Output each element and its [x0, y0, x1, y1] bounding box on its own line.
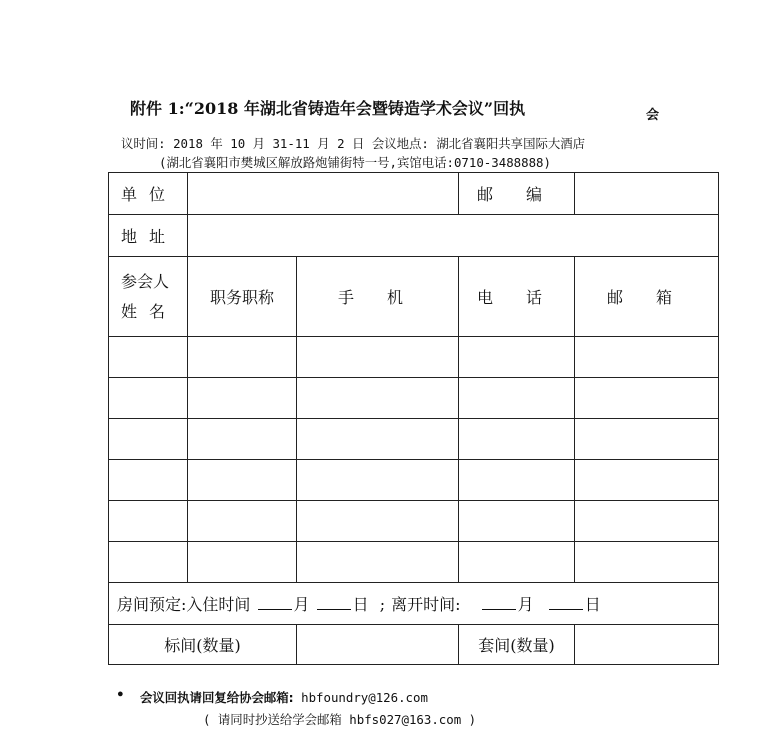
attendee-row: [109, 501, 719, 542]
hotel-address: (湖北省襄阳市樊城区解放路炮铺街特一号,宾馆电话:0710-3488888): [159, 155, 551, 170]
column-email: 邮 箱: [575, 257, 719, 337]
email-cell[interactable]: [575, 542, 719, 583]
postcode-input[interactable]: [575, 173, 719, 215]
checkout-month-field[interactable]: [482, 595, 516, 610]
phone-cell[interactable]: [459, 460, 575, 501]
phone-cell[interactable]: [459, 542, 575, 583]
email-cell[interactable]: [575, 460, 719, 501]
meeting-info: 议时间: 2018 年 10 月 31-11 月 2 日 会议地点: 湖北省襄阳共享国际大酒店: [121, 136, 586, 151]
attendee-label: [109, 257, 188, 337]
checkin-month-unit: 月: [293, 595, 310, 614]
postcode-label: [459, 173, 575, 215]
address-input[interactable]: [188, 215, 719, 257]
column-phone: 电 话: [459, 257, 575, 337]
name-cell[interactable]: [109, 501, 188, 542]
suite-input[interactable]: [575, 625, 719, 665]
room-booking-label: 房间预定:入住时间: [117, 595, 251, 614]
attendee-row: [109, 460, 719, 501]
suite-label: 套间(数量): [459, 625, 575, 665]
email-cell[interactable]: [575, 337, 719, 378]
phone-cell[interactable]: [459, 501, 575, 542]
title-cell[interactable]: [188, 337, 297, 378]
unit-label: 单位: [109, 173, 188, 215]
title-cell[interactable]: [188, 501, 297, 542]
title-cell[interactable]: [188, 542, 297, 583]
room-booking-row: [109, 583, 719, 625]
checkin-day-field[interactable]: [317, 595, 351, 610]
checkout-day-field[interactable]: [549, 595, 583, 610]
title-cell[interactable]: [188, 378, 297, 419]
email-cell[interactable]: [575, 378, 719, 419]
attendee-row: [109, 419, 719, 460]
checkout-label: 离开时间:: [391, 595, 461, 614]
address-label: 地址: [109, 215, 188, 257]
cc-note: ( 请同时抄送给学会邮箱 hbfs027@163.com ): [203, 712, 477, 727]
attendee-row: [109, 542, 719, 583]
receipt-form-table: [108, 172, 719, 665]
checkin-month-field[interactable]: [258, 595, 292, 610]
attendee-row: [109, 337, 719, 378]
name-cell[interactable]: [109, 419, 188, 460]
email-cell[interactable]: [575, 419, 719, 460]
mobile-cell[interactable]: [297, 542, 459, 583]
mobile-cell[interactable]: [297, 460, 459, 501]
page-title: 附件 1:“2018 年湖北省铸造年会暨铸造学术会议”回执: [130, 99, 526, 118]
room-separator: ;: [379, 595, 386, 614]
mobile-cell[interactable]: [297, 378, 459, 419]
name-cell[interactable]: [109, 378, 188, 419]
mobile-cell[interactable]: [297, 419, 459, 460]
attendee-label-line2: 姓名: [121, 301, 178, 321]
email-cell[interactable]: [575, 501, 719, 542]
standard-room-input[interactable]: [297, 625, 459, 665]
postcode-label-text: 邮 编: [476, 185, 557, 204]
checkout-month-unit: 月: [517, 595, 534, 614]
mobile-cell[interactable]: [297, 337, 459, 378]
phone-cell[interactable]: [459, 337, 575, 378]
name-cell[interactable]: [109, 337, 188, 378]
name-cell[interactable]: [109, 460, 188, 501]
reply-email[interactable]: hbfoundry@126.com: [301, 690, 428, 705]
title-cell[interactable]: [188, 419, 297, 460]
attendee-row: [109, 378, 719, 419]
mobile-cell[interactable]: [297, 501, 459, 542]
standard-room-label: 标间(数量): [109, 625, 297, 665]
title-tail: 会: [646, 108, 660, 123]
checkin-day-unit: 日: [352, 595, 369, 614]
phone-cell[interactable]: [459, 378, 575, 419]
checkout-day-unit: 日: [584, 595, 601, 614]
bullet-icon: ●: [117, 688, 124, 700]
unit-input[interactable]: [188, 173, 459, 215]
attendee-label-line1: 参会人: [121, 271, 170, 291]
column-title: 职务职称: [188, 257, 297, 337]
reply-label: 会议回执请回复给协会邮箱:: [140, 690, 294, 705]
phone-cell[interactable]: [459, 419, 575, 460]
title-cell[interactable]: [188, 460, 297, 501]
column-mobile: 手 机: [297, 257, 459, 337]
reply-note: [140, 688, 428, 706]
name-cell[interactable]: [109, 542, 188, 583]
